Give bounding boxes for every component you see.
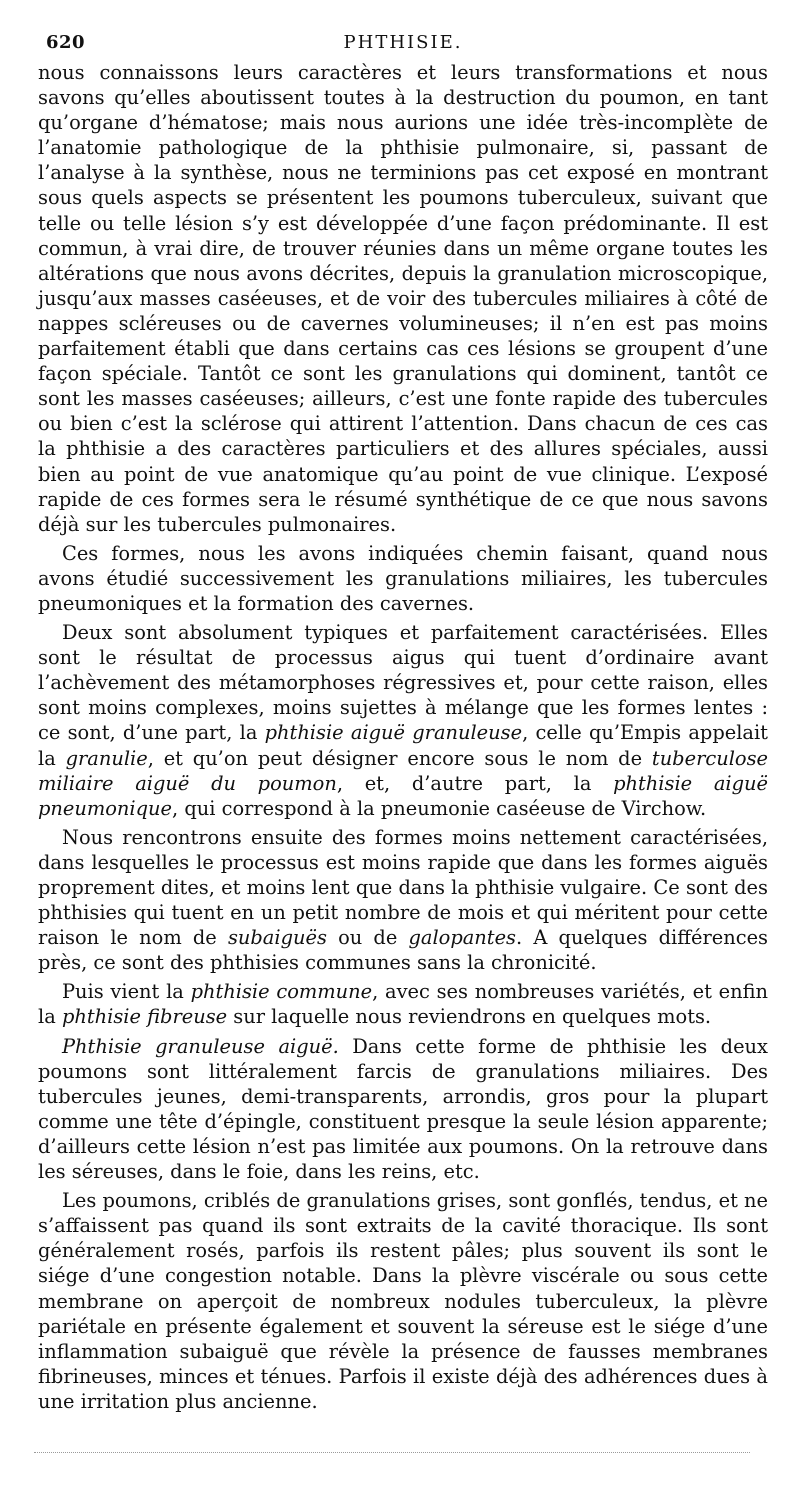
text-run: Deux sont absolument typiques et parfaitement caractérisées. Elles sont le résultat de processus aigus qui tuent d’ordinaire avant l’achèvement des métamorphoses régressives et, pour cette raison, elles sont moins complexes, moins sujettes à mélange que les formes lentes : ce sont, d’une part, la (38, 621, 768, 745)
italic-text-run: phthisie aiguë pneumonique (38, 771, 768, 820)
body-text (38, 60, 768, 1414)
text-run: , celle qu’Empis appelait la (38, 721, 768, 770)
text-run: , qui correspond à la pneumonie caséeuse de Virchow. (172, 796, 707, 820)
paragraph (38, 979, 768, 1029)
italic-text-run: subaiguës (227, 926, 327, 950)
page-header (38, 28, 768, 58)
paragraph (38, 825, 768, 976)
text-run: , avec ses nombreuses variétés, et enfin la (38, 980, 769, 1029)
text-run: Nous rencontrons ensuite des formes moins nettement caractérisées, dans lesquelles le processus est moins rapide que dans les formes aiguës proprement dites, et moins lent que dans la phthisie vulgaire. Ce sont des phthisies qui tuent en un petit nombre de mois et qui méritent pour cette raison le nom de (38, 825, 768, 950)
text-run: sur laquelle nous reviendrons en quelques mots. (227, 1005, 712, 1029)
paragraph (38, 1034, 768, 1185)
paragraph (38, 1188, 768, 1414)
italic-text-run: phthisie aiguë granuleuse (264, 721, 523, 745)
text-run: Les poumons, criblés de granulations grises, sont gonflés, tendus, et ne s’affaissent pas quand ils sont extraits de la cavité thoracique. Ils sont généralement rosés, parfois ils restent pâles; plus souvent ils sont le siége d’une congestion notable. Dans la plèvre viscérale ou sous cette membrane on aperçoit de nombreux nodules tuberculeux, la plèvre pariétale en présente également et souvent la séreuse est le siége d’une inflammation subaiguë que révèle la présence de fausses membranes fibrineuses, minces et ténues. Parfois il existe déjà des adhérences dues à une irritation plus ancienne. (38, 1189, 768, 1413)
text-run: Ces formes, nous les avons indiquées chemin faisant, quand nous avons étudié successivement les granulations miliaires, les tubercules pneumoniques et la formation des cavernes. (38, 541, 768, 615)
text-run: Puis vient la (62, 980, 191, 1004)
paragraph (38, 620, 768, 821)
text-run: Dans cette forme de phthisie les deux poumons sont littéralement farcis de granulations miliaires. Des tubercules jeunes, demi-transparents, arrondis, gros pour la plupart comme une tête d’épingle, constituent presque la seule lésion apparente; d’ailleurs cette lésion n’est pas limitée aux poumons. On la retrouve dans les séreuses, dans le foie, dans les reins, etc. (38, 1034, 768, 1184)
italic-text-run: galopantes (408, 926, 517, 950)
text-run: . A quelques différences près, ce sont des phthisies communes sans la chronicité. (38, 926, 768, 975)
page-number: 620 (46, 32, 86, 53)
bottom-dotted-rule (34, 1452, 750, 1453)
text-run: nous connaissons leurs caractères et leurs transformations et nous savons qu’elles aboutissent toutes à la destruction du poumon, en tant qu’organe d’hématose; mais nous aurions une idée très-incomplète de l’anatomie pathologique de la phthisie pulmonaire, si, passant de l’analyse à la synthèse, nous ne terminions pas cet exposé en montrant sous quels aspects se présentent les poumons tuberculeux, suivant que telle ou telle lésion s’y est développée d’une façon prédominante. Il est commun, à vrai dire, de trouver réunies dans un même organe toutes les altérations que nous avons décrites, depuis la granulation microscopique, jusqu’aux masses caséeuses, et de voir des tubercules miliaires à côté de nappes scléreuses ou de cavernes volumineuses; il n’en est pas moins parfaitement établi que dans certains cas ces lésions se groupent d’une façon spéciale. Tantôt ce sont les granulations qui dominent, tantôt ce sont les masses caséeuses; ailleurs, c’est une fonte rapide des tubercules ou bien c’est la sclérose qui attirent l’attention. Dans chacun de ces cas la phthisie a des caractères particuliers et des allures spéciales, aussi bien au point de vue anatomique qu’au point de vue clinique. L’exposé rapide de ces formes sera le résumé synthétique de ce que nous savons déjà sur les tubercules pulmonaires. (38, 61, 768, 536)
italic-text-run: phthisie commune (190, 980, 373, 1004)
text-run: , et, d’autre part, la (336, 771, 614, 795)
text-run: ou de (326, 926, 409, 950)
text-run: , et qu’on peut désigner encore sous le nom de (147, 746, 652, 770)
italic-text-run: Phthisie granuleuse aiguë. (62, 1034, 339, 1058)
book-page (38, 28, 768, 1414)
paragraph (38, 541, 768, 616)
running-title: PHTHISIE. (343, 32, 463, 53)
italic-text-run: granulie (65, 746, 148, 770)
italic-text-run: phthisie fibreuse (61, 1005, 228, 1029)
paragraph (38, 60, 768, 537)
italic-text-run: tuberculose miliaire aiguë du poumon (38, 746, 768, 795)
